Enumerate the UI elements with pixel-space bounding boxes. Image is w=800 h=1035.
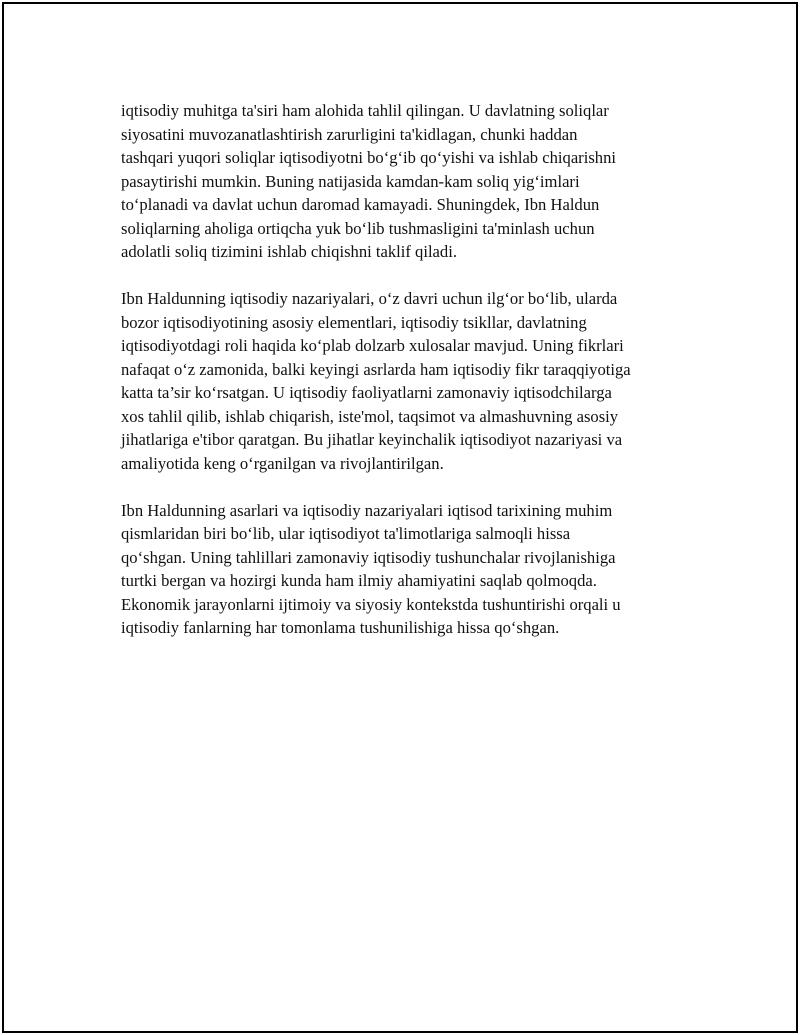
text-line: bozor iqtisodiyotining asosiy elementlari, iqtisodiy tsikllar, davlatning bbox=[121, 312, 587, 332]
document-body bbox=[121, 99, 701, 663]
text-line: iqtisodiyotdagi roli haqida ko‘plab dolzarb xulosalar mavjud. Uning fikrlari bbox=[121, 336, 624, 355]
paragraph-2 bbox=[121, 287, 701, 475]
text-line: amaliyotida keng o‘rganilgan va rivojlantirilgan. bbox=[121, 453, 444, 473]
text-line: soliqlarning aholiga ortiqcha yuk bo‘lib tushmasligini ta'minlash uchun bbox=[121, 218, 595, 238]
text-line: xos tahlil qilib, ishlab chiqarish, iste'mol, taqsimot va almashuvning asosiy bbox=[121, 406, 619, 426]
text-line: siyosatini muvozanatlashtirish zarurligini ta'kidlagan, chunki haddan bbox=[121, 124, 578, 144]
text-line: nafaqat o‘z zamonida, balki keyingi asrlarda ham iqtisodiy fikr taraqqiyotiga bbox=[121, 359, 631, 379]
text-line: turtki bergan va hozirgi kunda ham ilmiy ahamiyatini saqlab qolmoqda. bbox=[121, 571, 597, 590]
text-line: iqtisodiy muhitga ta'siri ham alohida tahlil qilingan. U davlatning soliqlar bbox=[121, 101, 609, 120]
text-line: tashqari yuqori soliqlar iqtisodiyotni bo‘g‘ib qo‘yishi va ishlab chiqarishni bbox=[121, 148, 616, 167]
text-line: Ekonomik jarayonlarni ijtimoiy va siyosiy kontekstda tushuntirishi orqali u bbox=[121, 594, 621, 614]
text-line: qo‘shgan. Uning tahlillari zamonaviy iqtisodiy tushunchalar rivojlanishiga bbox=[121, 547, 616, 567]
text-line: iqtisodiy fanlarning har tomonlama tushunilishiga hissa qo‘shgan. bbox=[121, 618, 560, 637]
page-frame bbox=[2, 2, 798, 1033]
text-line: Ibn Haldunning asarlari va iqtisodiy nazariyalari iqtisod tarixining muhim bbox=[121, 500, 613, 520]
paragraph-3 bbox=[121, 499, 701, 640]
text-line: adolatli soliq tizimini ishlab chiqishni taklif qiladi. bbox=[121, 242, 457, 261]
paragraph-1 bbox=[121, 99, 701, 264]
text-line: qismlaridan biri bo‘lib, ular iqtisodiyot ta'limotlariga salmoqli hissa bbox=[121, 524, 571, 543]
text-line: Ibn Haldunning iqtisodiy nazariyalari, o‘z davri uchun ilg‘or bo‘lib, ularda bbox=[121, 289, 618, 308]
text-line: katta ta’sir ko‘rsatgan. U iqtisodiy faoliyatlarni zamonaviy iqtisodchilarga bbox=[121, 383, 612, 402]
text-line: pasaytirishi mumkin. Buning natijasida kamdan-kam soliq yig‘imlari bbox=[121, 171, 580, 191]
text-line: to‘planadi va davlat uchun daromad kamayadi. Shuningdek, Ibn Haldun bbox=[121, 195, 600, 214]
text-line: jihatlariga e'tibor qaratgan. Bu jihatlar keyinchalik iqtisodiyot nazariyasi va bbox=[121, 430, 623, 449]
